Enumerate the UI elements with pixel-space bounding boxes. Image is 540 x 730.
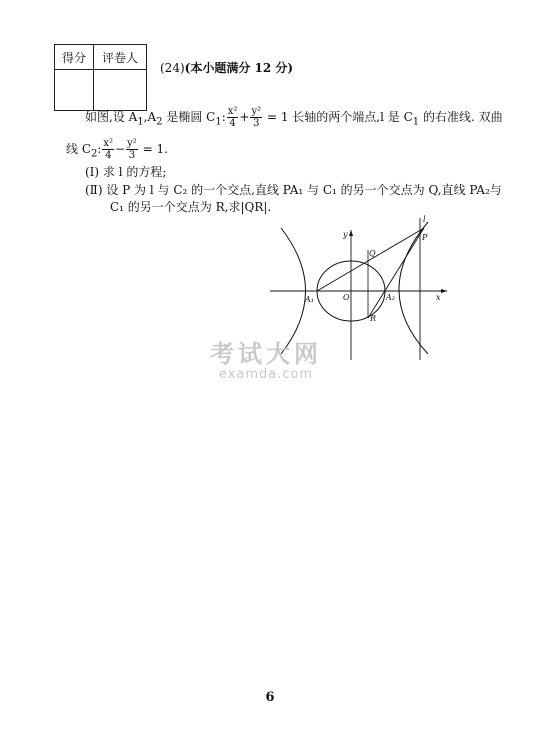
geometry-figure — [270, 212, 460, 362]
problem-line-2 — [66, 138, 168, 162]
text-seg: : — [97, 142, 102, 156]
grader-cell — [94, 70, 147, 111]
score-table — [54, 44, 147, 111]
text-seg: 如图,设 A — [85, 110, 138, 124]
score-label: 得分 — [55, 45, 94, 70]
watermark-en: examda.com — [218, 367, 314, 382]
fraction-x2-4: $\frac{\text{x²}}{4}$ — [103, 138, 114, 161]
x-axis-arrow — [441, 289, 447, 293]
line-pa2 — [368, 228, 424, 318]
y-axis-arrow — [349, 230, 353, 236]
text-seg: 线 C — [66, 142, 91, 156]
text-seg: 是椭圆 C — [162, 110, 216, 124]
line-pa1 — [317, 228, 424, 291]
fraction-y2-3: $\frac{\text{y²}}{3}$ — [127, 138, 137, 161]
question-title: (本小题满分 12 分) — [184, 61, 294, 75]
part-2-line-2: C₁ 的另一个交点为 R,求|QR|. — [110, 200, 272, 214]
subscript: 1 — [215, 116, 222, 128]
plus-sign: + — [239, 110, 250, 124]
label-a2: A₂ — [386, 293, 395, 302]
label-o: O — [343, 293, 350, 302]
label-y: y — [343, 230, 348, 239]
text-seg: = 1. — [138, 142, 168, 156]
label-q: Q — [369, 249, 376, 258]
subscript: 2 — [91, 148, 98, 160]
text-seg: 的右准线. 双曲 — [419, 110, 503, 124]
fraction-y2-3: $\frac{\text{y²}}{3}$ — [251, 106, 262, 129]
label-r: R — [370, 314, 377, 323]
fraction-x2-4: $\frac{\text{x²}}{4}$ — [227, 106, 238, 129]
question-number: (24) — [160, 61, 185, 75]
label-x: x — [436, 293, 441, 302]
question-heading — [160, 59, 293, 76]
part-2-line-1: (Ⅱ) 设 P 为 l 与 C₂ 的一个交点,直线 PA₁ 与 C₁ 的另一个交点为 Q,直线 PA₂与 — [85, 183, 502, 197]
score-cell — [55, 70, 94, 111]
minus-sign: − — [115, 142, 126, 156]
part-1: (Ⅰ) 求 l 的方程; — [85, 165, 167, 179]
watermark-cn: 考试大网 — [210, 340, 322, 368]
problem-line-1 — [85, 106, 503, 130]
subscript: 1 — [137, 116, 144, 128]
page-number: 6 — [265, 690, 275, 705]
text-seg: : — [221, 110, 226, 124]
subscript: 2 — [156, 116, 163, 128]
grader-label: 评卷人 — [94, 45, 147, 70]
label-p: P — [422, 233, 428, 242]
text-seg: = 1 长轴的两个端点,l 是 C — [263, 110, 413, 124]
label-l: l — [423, 215, 426, 224]
subscript: 1 — [412, 116, 420, 128]
label-a1: A₁ — [305, 295, 314, 304]
text-seg: ,A — [143, 110, 157, 124]
